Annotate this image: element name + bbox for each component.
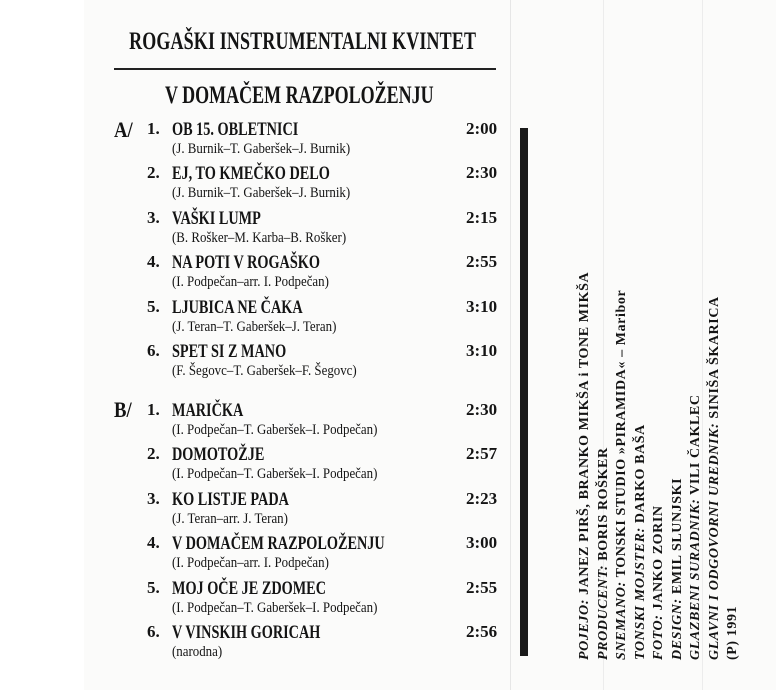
track-duration: 2:00	[466, 119, 498, 138]
track-number: 2.	[147, 163, 160, 183]
credit-value: SINIŠA ŠKARICA	[706, 296, 722, 419]
track-duration: 3:00	[466, 533, 498, 553]
track-row	[0, 489, 510, 531]
track-number: 3.	[147, 488, 160, 508]
credits-block	[576, 100, 743, 660]
credit-role: GLAVNI I ODGOVORNI UREDNIK:	[706, 422, 722, 660]
track-credit: (I. Podpečan–T. Gaberšek–I. Podpečan)	[172, 422, 378, 438]
album-title: V DOMAČEM RAZPOLOŽENJU	[165, 82, 434, 109]
credit-value: EMIL SLUNJSKI	[669, 477, 685, 595]
credit-value: TONSKI STUDIO »PIRAMIDA« – Maribor	[614, 289, 629, 578]
spine-divider-bar	[520, 128, 528, 656]
track-duration: 2:30	[466, 163, 498, 183]
track-duration: 2:57	[466, 444, 498, 464]
track-title: DOMOTOŽJE	[172, 444, 265, 466]
track-number: 4.	[147, 533, 160, 553]
track-credit: (J. Burnik–T. Gaberšek–J. Burnik)	[172, 185, 351, 202]
track-credit: (J. Teran–arr. J. Teran)	[172, 510, 288, 527]
track-number: 1.	[147, 400, 160, 419]
side-a-label: A/	[114, 117, 133, 142]
credit-line	[669, 100, 688, 660]
credit-line	[706, 100, 725, 660]
track-title: MOJ OČE JE ZDOMEC	[172, 577, 326, 599]
track-credit: (I. Podpečan–T. Gaberšek–I. Podpečan)	[172, 599, 378, 616]
track-title: EJ, TO KMEČKO DELO	[172, 163, 330, 185]
track-credit: (F. Šegovc–T. Gaberšek–F. Šegovc)	[172, 363, 357, 379]
track-title: LJUBICA NE ČAKA	[172, 296, 303, 318]
track-credit: (J. Teran–T. Gaberšek–J. Teran)	[172, 318, 337, 335]
track-title: OB 15. OBLETNICI	[172, 119, 299, 140]
credit-role: SNEMANO:	[614, 581, 629, 660]
track-credit: (narodna)	[172, 644, 223, 660]
side-b-label: B/	[114, 397, 132, 422]
track-row	[0, 163, 510, 205]
track-credit: (B. Rošker–M. Karba–B. Rošker)	[172, 229, 347, 246]
credit-value: BORIS ROŠKER	[595, 447, 611, 561]
track-number: 6.	[147, 341, 160, 360]
track-title: SPET SI Z MANO	[172, 341, 287, 362]
track-row	[0, 252, 510, 294]
track-duration: 2:15	[466, 207, 498, 227]
credit-role: PRODUCENT:	[595, 564, 611, 660]
credit-value: VILI ČAKLEC	[688, 394, 703, 495]
track-row	[0, 119, 510, 161]
track-credit: (I. Podpečan–arr. I. Podpečan)	[172, 555, 329, 572]
track-row	[0, 400, 510, 442]
track-title: KO LISTJE PADA	[172, 488, 289, 510]
track-number: 3.	[147, 207, 160, 227]
title-underline	[114, 68, 496, 70]
track-credit: (J. Burnik–T. Gaberšek–J. Burnik)	[172, 141, 351, 157]
track-number: 5.	[147, 577, 160, 597]
track-number: 5.	[147, 296, 160, 316]
credit-line	[687, 100, 706, 660]
credit-value: JANEZ PIRŠ, BRANKO MIKŠA i TONE MIKŠA	[577, 271, 592, 595]
track-number: 4.	[147, 252, 160, 272]
track-credit: (I. Podpečan–arr. I. Podpečan)	[172, 274, 329, 291]
fold-line	[510, 0, 511, 690]
credit-role: DESIGN:	[669, 598, 685, 660]
track-title: V DOMAČEM RAZPOLOŽENJU	[172, 533, 385, 555]
track-duration: 3:10	[466, 341, 498, 360]
credit-role: POJEJO:	[577, 599, 592, 660]
track-row	[0, 297, 510, 339]
track-number: 1.	[147, 119, 160, 138]
credit-line	[632, 100, 651, 660]
track-row	[0, 622, 510, 664]
track-number: 6.	[147, 622, 160, 641]
track-duration: 2:55	[466, 577, 498, 597]
band-name: ROGAŠKI INSTRUMENTALNI KVINTET	[129, 28, 477, 55]
credit-line	[613, 100, 632, 660]
track-title: V VINSKIH GORICAH	[172, 622, 321, 643]
credit-value: (P) 1991	[725, 605, 740, 660]
track-number: 2.	[147, 444, 160, 464]
track-row	[0, 578, 510, 620]
track-title: NA POTI V ROGAŠKO	[172, 252, 320, 274]
track-row	[0, 208, 510, 250]
track-duration: 2:30	[466, 400, 498, 419]
track-duration: 2:56	[466, 622, 498, 641]
credit-line	[724, 100, 743, 660]
track-row	[0, 341, 510, 383]
track-title: MARIČKA	[172, 400, 244, 421]
credit-line	[576, 100, 595, 660]
credit-line	[595, 100, 614, 660]
track-row	[0, 444, 510, 486]
credit-role: TONSKI MOJSTER:	[632, 527, 648, 660]
track-title: VAŠKI LUMP	[172, 207, 261, 229]
credit-role: FOTO:	[651, 614, 666, 660]
credit-value: DARKO BAŠA	[632, 424, 648, 524]
credit-role: GLAZBENI SURADNIK:	[688, 498, 703, 660]
track-duration: 3:10	[466, 296, 498, 316]
track-duration: 2:23	[466, 488, 498, 508]
track-duration: 2:55	[466, 252, 498, 272]
credit-value: JANKO ZORIN	[651, 505, 666, 611]
track-row	[0, 533, 510, 575]
track-credit: (I. Podpečan–T. Gaberšek–I. Podpečan)	[172, 466, 378, 483]
credit-line	[650, 100, 669, 660]
